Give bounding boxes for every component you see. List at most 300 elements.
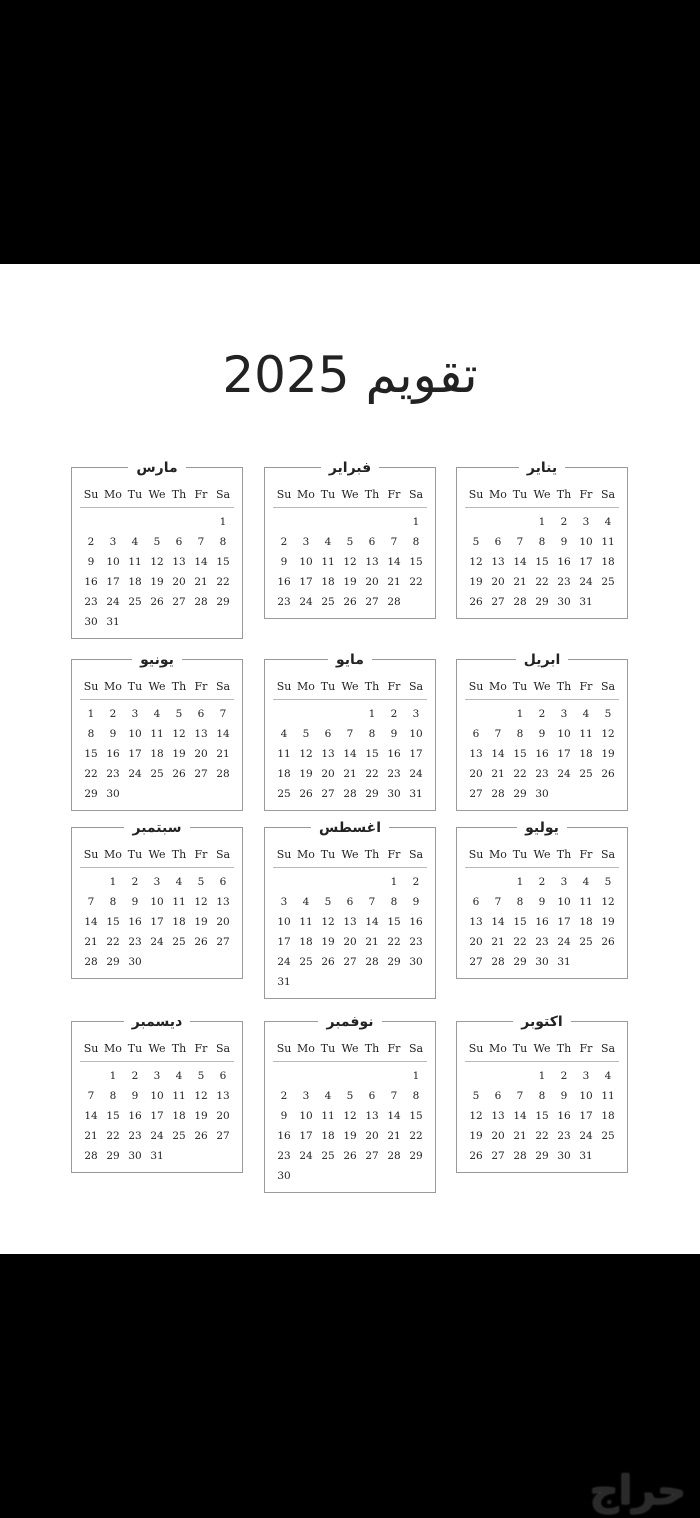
day-cell: 20	[469, 768, 483, 780]
month-name: يناير	[519, 459, 565, 477]
day-cell: 6	[494, 536, 502, 548]
day-cell: 8	[516, 728, 524, 740]
day-cell: 15	[409, 556, 423, 568]
day-cell: 9	[131, 896, 139, 908]
day-cell: 31	[150, 1150, 164, 1162]
weekday-label: Fr	[579, 488, 593, 501]
day-cell: 1	[412, 516, 420, 528]
day-cell: 12	[299, 748, 313, 760]
day-cell: 18	[579, 748, 593, 760]
day-cell: 27	[216, 1130, 230, 1142]
empty-cell	[190, 512, 212, 532]
day-cell: 24	[277, 956, 291, 968]
calendar-title: تقويم 2025	[222, 346, 478, 404]
day-cell: 15	[106, 1110, 120, 1122]
day-cell: 4	[582, 876, 590, 888]
month-card	[264, 652, 436, 811]
day-cell: 23	[409, 936, 423, 948]
weekday-label: Tu	[320, 488, 336, 501]
day-cell: 1	[516, 708, 524, 720]
day-cell: 4	[302, 896, 310, 908]
weekday-label: Th	[171, 680, 187, 693]
day-cell: 29	[513, 788, 527, 800]
day-cell: 25	[579, 768, 593, 780]
day-cell: 25	[150, 768, 164, 780]
day-cell: 21	[194, 576, 208, 588]
day-cell: 12	[194, 1090, 208, 1102]
day-cell: 17	[557, 748, 571, 760]
day-cell: 6	[197, 708, 205, 720]
day-cell: 8	[390, 896, 398, 908]
weekday-label: Th	[364, 680, 380, 693]
empty-cell	[273, 872, 295, 892]
weekday-label: We	[533, 1042, 551, 1055]
day-cell: 3	[131, 708, 139, 720]
day-cell: 19	[343, 1130, 357, 1142]
day-cell: 1	[87, 708, 95, 720]
day-cell: 22	[84, 768, 98, 780]
day-cell: 12	[150, 556, 164, 568]
day-cell: 1	[390, 876, 398, 888]
day-cell: 20	[321, 768, 335, 780]
month-name: اكتوبر	[513, 1013, 570, 1031]
day-cell: 10	[299, 556, 313, 568]
day-cell: 16	[106, 748, 120, 760]
empty-cell	[295, 872, 317, 892]
day-cell: 8	[109, 896, 117, 908]
day-cell: 18	[601, 1110, 615, 1122]
weekday-label: Mo	[104, 1042, 122, 1055]
weekday-label: Th	[556, 680, 572, 693]
empty-cell	[317, 512, 339, 532]
day-cell: 18	[299, 936, 313, 948]
day-cell: 27	[172, 596, 186, 608]
day-cell: 25	[128, 596, 142, 608]
weekday-label: Sa	[215, 848, 231, 861]
day-cell: 13	[194, 728, 208, 740]
day-cell: 23	[128, 1130, 142, 1142]
day-cell: 7	[197, 536, 205, 548]
empty-cell	[168, 512, 190, 532]
day-cell: 20	[491, 576, 505, 588]
day-cell: 12	[321, 916, 335, 928]
day-cell: 14	[513, 1110, 527, 1122]
day-cell: 5	[604, 876, 612, 888]
day-cell: 17	[299, 1130, 313, 1142]
day-cell: 21	[387, 576, 401, 588]
day-cell: 27	[343, 956, 357, 968]
weekday-header	[273, 678, 427, 700]
day-cell: 7	[87, 1090, 95, 1102]
day-cell: 19	[601, 916, 615, 928]
empty-cell	[465, 512, 487, 532]
day-cell: 7	[516, 536, 524, 548]
days-grid	[80, 512, 234, 632]
weekday-header	[80, 1040, 234, 1062]
day-cell: 19	[194, 916, 208, 928]
day-cell: 4	[131, 536, 139, 548]
day-cell: 11	[128, 556, 142, 568]
day-cell: 25	[601, 576, 615, 588]
day-cell: 12	[343, 1110, 357, 1122]
days-grid	[273, 512, 427, 612]
days-grid	[273, 872, 427, 992]
day-cell: 19	[601, 748, 615, 760]
day-cell: 6	[472, 896, 480, 908]
empty-cell	[465, 704, 487, 724]
empty-cell	[102, 512, 124, 532]
weekday-label: We	[148, 680, 166, 693]
days-grid	[465, 872, 619, 972]
day-cell: 9	[538, 728, 546, 740]
day-cell: 1	[219, 516, 227, 528]
month-card	[456, 1014, 628, 1173]
day-cell: 16	[535, 748, 549, 760]
day-cell: 8	[219, 536, 227, 548]
weekday-label: Su	[468, 488, 484, 501]
day-cell: 1	[538, 516, 546, 528]
month-card	[71, 820, 243, 979]
empty-cell	[339, 872, 361, 892]
day-cell: 18	[321, 1130, 335, 1142]
weekday-header	[465, 1040, 619, 1062]
weekday-header	[273, 486, 427, 508]
day-cell: 26	[343, 596, 357, 608]
day-cell: 22	[106, 936, 120, 948]
day-cell: 10	[557, 896, 571, 908]
day-cell: 6	[175, 536, 183, 548]
weekday-label: Tu	[320, 1042, 336, 1055]
weekday-label: Su	[83, 1042, 99, 1055]
day-cell: 5	[153, 536, 161, 548]
day-cell: 1	[538, 1070, 546, 1082]
day-cell: 13	[172, 556, 186, 568]
day-cell: 17	[128, 748, 142, 760]
day-cell: 11	[579, 896, 593, 908]
day-cell: 28	[216, 768, 230, 780]
day-cell: 28	[513, 596, 527, 608]
day-cell: 3	[302, 1090, 310, 1102]
day-cell: 14	[387, 556, 401, 568]
day-cell: 13	[343, 916, 357, 928]
day-cell: 28	[194, 596, 208, 608]
day-cell: 21	[513, 1130, 527, 1142]
day-cell: 25	[579, 936, 593, 948]
day-cell: 28	[365, 956, 379, 968]
day-cell: 10	[277, 916, 291, 928]
day-cell: 16	[557, 1110, 571, 1122]
day-cell: 3	[109, 536, 117, 548]
month-name: مايو	[328, 651, 372, 669]
day-cell: 31	[277, 976, 291, 988]
weekday-label: Fr	[387, 680, 401, 693]
day-cell: 28	[491, 956, 505, 968]
empty-cell	[361, 872, 383, 892]
day-cell: 27	[321, 788, 335, 800]
day-cell: 14	[216, 728, 230, 740]
day-cell: 31	[409, 788, 423, 800]
day-cell: 23	[557, 576, 571, 588]
weekday-label: Mo	[297, 848, 315, 861]
day-cell: 28	[387, 1150, 401, 1162]
day-cell: 13	[491, 1110, 505, 1122]
weekday-label: Fr	[579, 680, 593, 693]
weekday-label: Tu	[127, 1042, 143, 1055]
day-cell: 17	[106, 576, 120, 588]
empty-cell	[361, 1066, 383, 1086]
day-cell: 2	[109, 708, 117, 720]
day-cell: 9	[560, 1090, 568, 1102]
day-cell: 5	[197, 1070, 205, 1082]
day-cell: 23	[535, 936, 549, 948]
empty-cell	[465, 872, 487, 892]
day-cell: 9	[87, 556, 95, 568]
day-cell: 22	[409, 576, 423, 588]
day-cell: 27	[491, 596, 505, 608]
day-cell: 3	[280, 896, 288, 908]
day-cell: 28	[513, 1150, 527, 1162]
day-cell: 18	[150, 748, 164, 760]
day-cell: 19	[194, 1110, 208, 1122]
weekday-header	[273, 1040, 427, 1062]
month-name: ديسمبر	[124, 1013, 191, 1031]
weekday-label: Su	[83, 848, 99, 861]
day-cell: 12	[469, 556, 483, 568]
day-cell: 23	[535, 768, 549, 780]
day-cell: 18	[172, 1110, 186, 1122]
month-name: مارس	[128, 459, 185, 477]
day-cell: 22	[387, 936, 401, 948]
day-cell: 19	[172, 748, 186, 760]
weekday-label: Fr	[579, 1042, 593, 1055]
day-cell: 28	[343, 788, 357, 800]
weekday-label: Su	[276, 848, 292, 861]
day-cell: 12	[172, 728, 186, 740]
day-cell: 31	[557, 956, 571, 968]
empty-cell	[509, 512, 531, 532]
empty-cell	[339, 512, 361, 532]
day-cell: 24	[409, 768, 423, 780]
day-cell: 20	[343, 936, 357, 948]
day-cell: 25	[172, 936, 186, 948]
day-cell: 24	[150, 936, 164, 948]
days-grid	[80, 1066, 234, 1166]
weekday-label: We	[533, 680, 551, 693]
day-cell: 21	[387, 1130, 401, 1142]
day-cell: 4	[324, 536, 332, 548]
day-cell: 20	[216, 916, 230, 928]
day-cell: 22	[216, 576, 230, 588]
day-cell: 25	[601, 1130, 615, 1142]
weekday-label: Mo	[104, 848, 122, 861]
weekday-header	[80, 486, 234, 508]
weekday-label: Sa	[600, 1042, 616, 1055]
weekday-label: Mo	[297, 680, 315, 693]
day-cell: 6	[494, 1090, 502, 1102]
day-cell: 21	[216, 748, 230, 760]
empty-cell	[383, 1066, 405, 1086]
day-cell: 31	[579, 1150, 593, 1162]
weekday-label: Fr	[194, 1042, 208, 1055]
day-cell: 5	[346, 1090, 354, 1102]
day-cell: 9	[280, 1110, 288, 1122]
day-cell: 29	[513, 956, 527, 968]
day-cell: 2	[87, 536, 95, 548]
day-cell: 26	[150, 596, 164, 608]
day-cell: 11	[321, 556, 335, 568]
day-cell: 15	[513, 916, 527, 928]
day-cell: 30	[557, 1150, 571, 1162]
day-cell: 10	[150, 896, 164, 908]
day-cell: 4	[175, 1070, 183, 1082]
empty-cell	[273, 1066, 295, 1086]
calendar-sheet	[0, 264, 700, 1254]
day-cell: 21	[491, 768, 505, 780]
month-name: ابريل	[516, 651, 569, 669]
month-name: نوفمبر	[318, 1013, 381, 1031]
day-cell: 20	[491, 1130, 505, 1142]
day-cell: 1	[516, 876, 524, 888]
day-cell: 23	[84, 596, 98, 608]
day-cell: 21	[365, 936, 379, 948]
day-cell: 3	[153, 876, 161, 888]
day-cell: 4	[175, 876, 183, 888]
day-cell: 1	[412, 1070, 420, 1082]
weekday-label: Sa	[600, 488, 616, 501]
day-cell: 19	[299, 768, 313, 780]
days-grid	[80, 872, 234, 972]
days-grid	[273, 1066, 427, 1186]
day-cell: 28	[84, 1150, 98, 1162]
day-cell: 9	[109, 728, 117, 740]
day-cell: 27	[469, 788, 483, 800]
day-cell: 7	[390, 536, 398, 548]
day-cell: 15	[535, 1110, 549, 1122]
days-grid	[273, 704, 427, 804]
day-cell: 19	[469, 576, 483, 588]
day-cell: 29	[216, 596, 230, 608]
day-cell: 28	[84, 956, 98, 968]
day-cell: 7	[494, 728, 502, 740]
weekday-label: We	[148, 848, 166, 861]
weekday-label: Sa	[408, 848, 424, 861]
weekday-label: We	[533, 488, 551, 501]
day-cell: 2	[280, 536, 288, 548]
weekday-label: Fr	[194, 848, 208, 861]
day-cell: 26	[194, 936, 208, 948]
day-cell: 23	[277, 1150, 291, 1162]
day-cell: 2	[412, 876, 420, 888]
day-cell: 22	[535, 1130, 549, 1142]
month-name: فبراير	[321, 459, 379, 477]
month-name: اغسطس	[311, 819, 389, 837]
day-cell: 5	[324, 896, 332, 908]
day-cell: 13	[491, 556, 505, 568]
day-cell: 22	[409, 1130, 423, 1142]
day-cell: 14	[387, 1110, 401, 1122]
empty-cell	[339, 704, 361, 724]
day-cell: 10	[128, 728, 142, 740]
day-cell: 27	[216, 936, 230, 948]
weekday-label: Tu	[127, 680, 143, 693]
day-cell: 6	[324, 728, 332, 740]
day-cell: 24	[128, 768, 142, 780]
day-cell: 12	[469, 1110, 483, 1122]
day-cell: 9	[390, 728, 398, 740]
day-cell: 30	[387, 788, 401, 800]
day-cell: 17	[150, 916, 164, 928]
weekday-label: Sa	[215, 1042, 231, 1055]
weekday-label: Tu	[512, 1042, 528, 1055]
month-name: يوليو	[517, 819, 567, 837]
day-cell: 20	[216, 1110, 230, 1122]
month-card	[264, 1014, 436, 1193]
day-cell: 4	[324, 1090, 332, 1102]
day-cell: 10	[579, 1090, 593, 1102]
day-cell: 16	[128, 916, 142, 928]
day-cell: 2	[131, 1070, 139, 1082]
day-cell: 8	[538, 536, 546, 548]
day-cell: 26	[469, 596, 483, 608]
day-cell: 18	[321, 576, 335, 588]
day-cell: 27	[194, 768, 208, 780]
day-cell: 16	[277, 576, 291, 588]
day-cell: 17	[409, 748, 423, 760]
weekday-label: Su	[276, 680, 292, 693]
day-cell: 13	[469, 748, 483, 760]
month-card	[71, 652, 243, 811]
day-cell: 18	[277, 768, 291, 780]
day-cell: 7	[494, 896, 502, 908]
day-cell: 6	[219, 876, 227, 888]
weekday-header	[465, 678, 619, 700]
day-cell: 9	[131, 1090, 139, 1102]
day-cell: 24	[106, 596, 120, 608]
weekday-label: Mo	[489, 680, 507, 693]
day-cell: 18	[128, 576, 142, 588]
day-cell: 30	[277, 1170, 291, 1182]
day-cell: 4	[153, 708, 161, 720]
weekday-label: Sa	[600, 680, 616, 693]
day-cell: 28	[491, 788, 505, 800]
day-cell: 29	[535, 596, 549, 608]
day-cell: 18	[601, 556, 615, 568]
weekday-label: Th	[364, 848, 380, 861]
empty-cell	[339, 1066, 361, 1086]
day-cell: 2	[390, 708, 398, 720]
day-cell: 13	[469, 916, 483, 928]
day-cell: 15	[513, 748, 527, 760]
day-cell: 4	[604, 516, 612, 528]
day-cell: 22	[106, 1130, 120, 1142]
day-cell: 14	[365, 916, 379, 928]
weekday-label: We	[533, 848, 551, 861]
day-cell: 1	[109, 876, 117, 888]
day-cell: 25	[277, 788, 291, 800]
day-cell: 11	[150, 728, 164, 740]
weekday-label: Tu	[320, 680, 336, 693]
day-cell: 17	[299, 576, 313, 588]
day-cell: 22	[513, 768, 527, 780]
weekday-label: Mo	[297, 488, 315, 501]
day-cell: 8	[412, 1090, 420, 1102]
day-cell: 2	[560, 1070, 568, 1082]
day-cell: 26	[194, 1130, 208, 1142]
weekday-label: Th	[171, 488, 187, 501]
empty-cell	[317, 872, 339, 892]
empty-cell	[317, 1066, 339, 1086]
day-cell: 3	[153, 1070, 161, 1082]
